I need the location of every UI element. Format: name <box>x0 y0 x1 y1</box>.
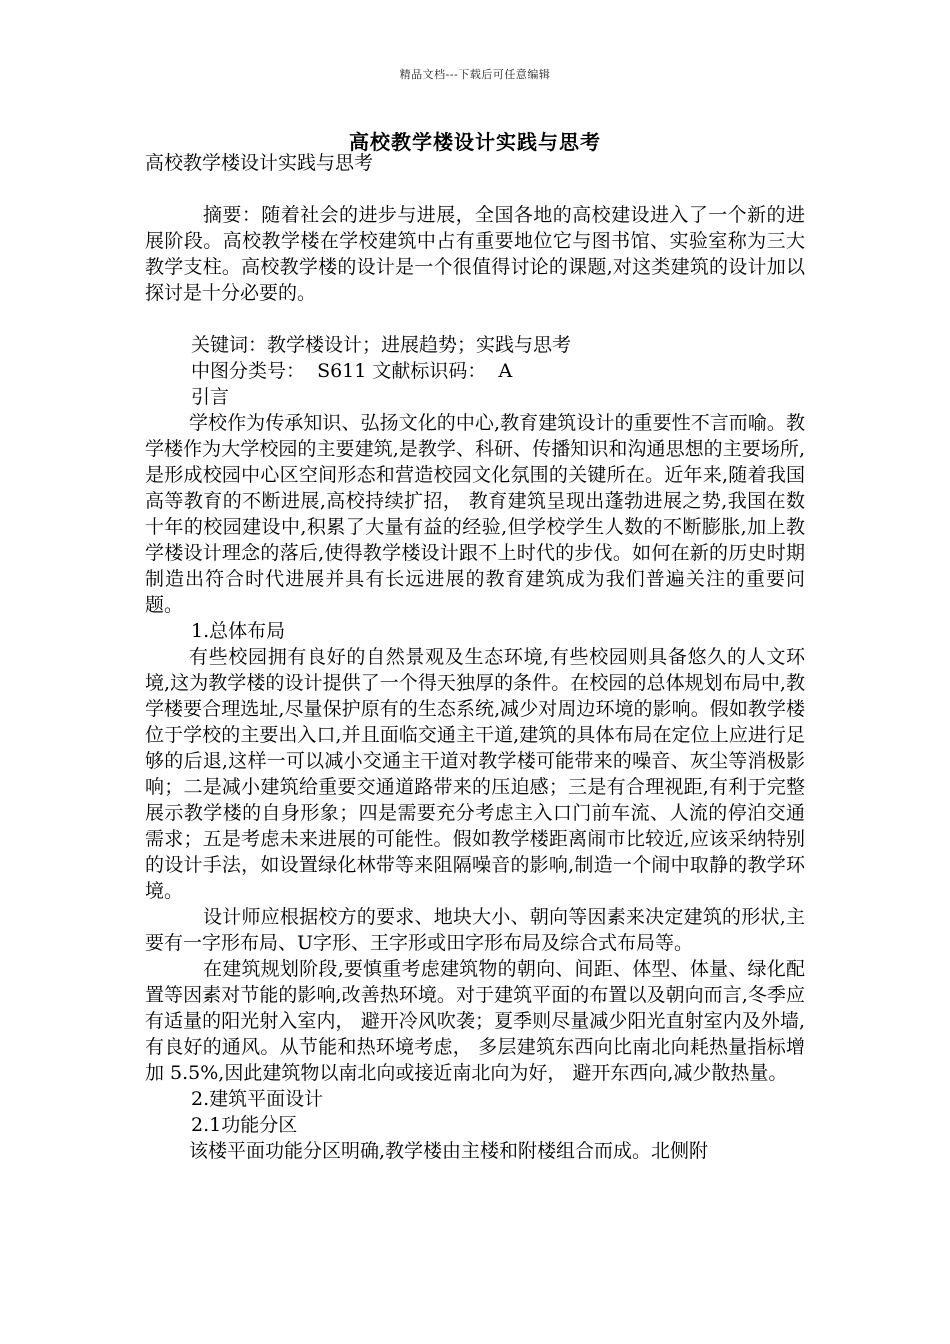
section-1-heading: 1.总体布局 <box>191 620 286 642</box>
section-1-paragraph-3: 在建筑规划阶段,要慎重考虑建筑物的朝向、间距、体型、体量、绿化配置等因素对节能的影响,改善热环境。对于建筑平面的布置以及朝向而言,冬季应有适量的阳光射入室内， 避开冷风吹袭；夏季则尽量减少阳光直射室内及外墙,有良好的通风。从节能和热环境考虑， 多层建筑东西向比南北向耗热量指标增加 5.5%,因此建筑物以南北向或接近南北向为好， 避开东西向,减少散热量。 <box>145 958 805 1084</box>
section-1-paragraph-2: 设计师应根据校方的要求、地块大小、朝向等因素来决定建筑的形状,主要有一字形布局、U字形、王字形或田字形布局及综合式布局等。 <box>145 906 805 954</box>
section-2-1-paragraph: 该楼平面功能分区明确,教学楼由主楼和附楼组合而成。北侧附 <box>189 1140 709 1162</box>
document-body <box>145 150 805 1164</box>
intro-paragraph: 学校作为传承知识、弘扬文化的中心,教育建筑设计的重要性不言而喻。教学楼作为大学校园的主要建筑,是教学、科研、传播知识和沟通思想的主要场所,是形成校园中心区空间形态和营造校园文化氛围的关键所在。近年来,随着我国高等教育的不断进展,高校持续扩招， 教育建筑呈现出蓬勃进展之势,我国在数十年的校园建设中,积累了大量有益的经验,但学校学生人数的不断膨胀,加上教学楼设计理念的落后,使得教学楼设计跟不上时代的步伐。如何在新的历史时期制造出符合时代进展并具有长远进展的教育建筑成为我们普遍关注的重要问题。 <box>145 412 805 616</box>
document-subtitle: 高校教学楼设计实践与思考 <box>145 152 374 174</box>
section-1-paragraph-1: 有些校园拥有良好的自然景观及生态环境,有些校园则具备悠久的人文环境,这为教学楼的设计提供了一个得天独厚的条件。在校园的总体规划布局中,教学楼要合理选址,尽量保护原有的生态系统,减少对周边环境的影响。假如教学楼位于学校的主要出入口,并且面临交通主干道,建筑的具体布局在定位上应进行足够的后退,这样一可以减小交通主干道对教学楼可能带来的噪音、灰尘等消极影响；二是减小建筑给重要交通道路带来的压迫感；三是有合理视距,有利于完整展示教学楼的自身形象；四是需要充分考虑主入口门前车流、人流的停泊交通需求；五是考虑未来进展的可能性。假如教学楼距离闹市比较近,应该采纳特别的设计手法，如设置绿化林带等来阻隔噪音的影响,制造一个闹中取静的教学环境。 <box>145 646 805 902</box>
section-2-heading: 2.建筑平面设计 <box>191 1088 324 1110</box>
document-title: 高校教学楼设计实践与思考 <box>349 130 601 154</box>
classification-line: 中图分类号： S611 文献标识码： A <box>191 360 513 382</box>
intro-heading: 引言 <box>191 386 230 408</box>
blank-line <box>145 176 805 202</box>
keywords-line: 关键词：教学楼设计；进展趋势；实践与思考 <box>191 334 572 356</box>
section-2-1-heading: 2.1功能分区 <box>191 1114 298 1136</box>
page-header-note: 精品文档---下载后可任意编辑 <box>399 68 551 81</box>
blank-line <box>145 306 805 332</box>
abstract-paragraph: 摘要：随着社会的进步与进展，全国各地的高校建设进入了一个新的进展阶段。高校教学楼在学校建筑中占有重要地位它与图书馆、实验室称为三大教学支柱。高校教学楼的设计是一个很值得讨论的课题,对这类建筑的设计加以探讨是十分必要的。 <box>145 204 805 304</box>
